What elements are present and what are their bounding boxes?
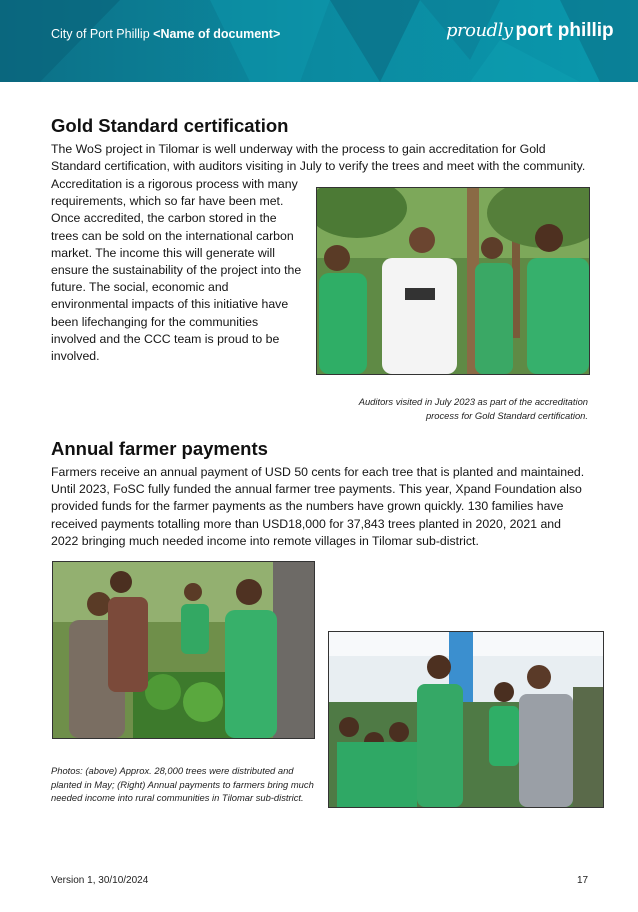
auditors-caption-line1: Auditors visited in July 2023 as part of the accreditation — [358, 396, 588, 407]
footer-page-number: 17 — [577, 875, 589, 886]
brand-script: proudly — [446, 20, 513, 41]
auditors-photo-illustration — [317, 188, 589, 374]
auditors-photo — [316, 187, 590, 375]
document-name: <Name of document> — [153, 27, 281, 41]
section1-intro: The WoS project in Tilomar is well underway with the process to gain accreditation for Gold Standard certification, with auditors visiting in July to verify the trees and meet with the community. — [51, 142, 586, 174]
auditors-caption-line2: process for Gold Standard certification. — [425, 409, 588, 421]
brand-logo — [446, 20, 614, 42]
document-title — [51, 27, 280, 41]
section1-body: Accreditation is a rigorous process with many requirements, which so far have been met. Once accredited, the carbon stored in the trees can be sold on the international carbon market. The income this will generate will ensure the sustainability of the project into the future. The social, economic and environmental impacts of this initiative have been lifechanging for the communities involved and the CCC team is proud to be involved. — [51, 177, 302, 364]
footer-version: Version 1, 30/10/2024 — [51, 875, 149, 886]
section2-body: Farmers receive an annual payment of USD 50 cents for each tree that is planted and maintained. Until 2023, FoSC fully funded the annual farmer tree payments. This year, Xpand Foundation also provided funds for the farmer payments as the numbers have grown quickly. 130 families have received payments totalling more than USD18,000 for 37,843 trees planted in 2020, 2021 and 2022 bringing much needed income into remote villages in Tilomar sub-district. — [51, 465, 585, 548]
page-header — [0, 0, 638, 82]
section-heading-gold-standard: Gold Standard certification — [51, 115, 289, 136]
payments-photo — [328, 631, 604, 808]
tree-distribution-photo — [52, 561, 315, 739]
payments-photo-illustration — [329, 632, 603, 807]
payments-caption: Photos: (above) Approx. 28,000 trees were distributed and planted in May; (Right) Annual payments to farmers bring much needed income into rural communities in Tilomar sub-district. — [51, 765, 314, 804]
section-heading-farmer-payments: Annual farmer payments — [51, 438, 268, 459]
brand-bold: port phillip — [515, 20, 614, 41]
tree-distribution-illustration — [53, 562, 314, 738]
org-name: City of Port Phillip — [51, 27, 150, 41]
auditors-caption — [316, 395, 588, 422]
